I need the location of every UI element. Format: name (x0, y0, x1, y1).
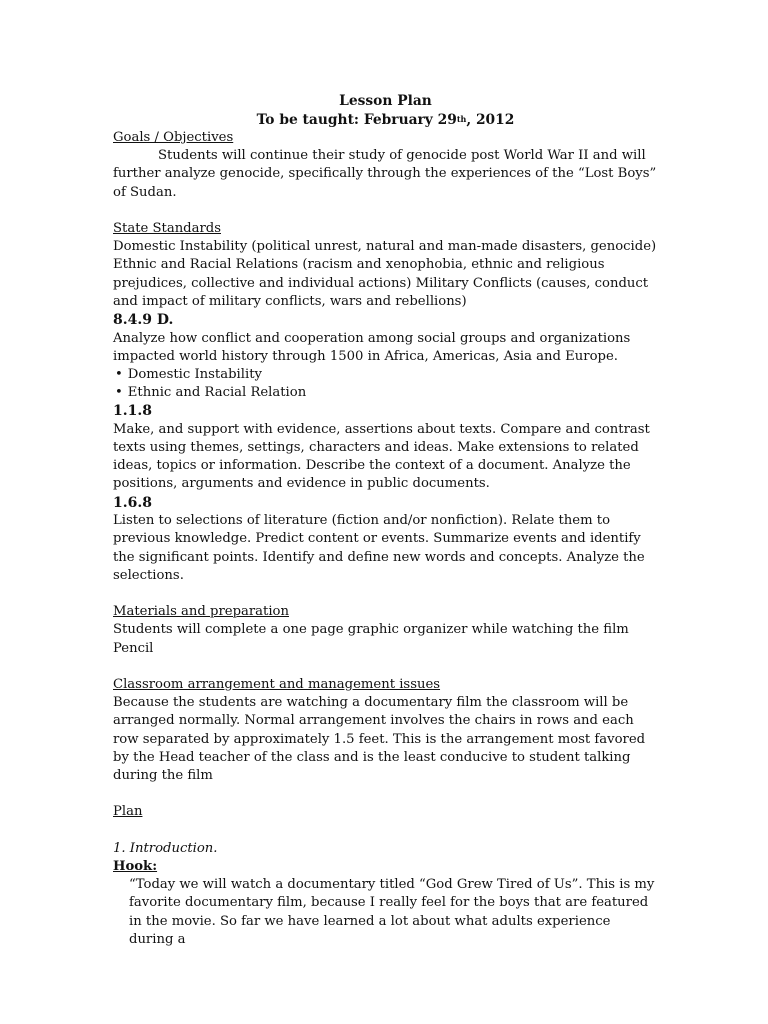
document-title: Lesson Plan (339, 93, 432, 109)
plan-introduction: 1. Introduction. (113, 840, 218, 856)
date-year: , 2012 (466, 111, 515, 128)
standard-bullet-1: • Domestic Instability (113, 366, 658, 384)
hook-label: Hook: (113, 858, 158, 874)
hook-text: “Today we will watch a documentary titled “God Grew Tired of Us”. This is my favorite documentary film, because I really feel for the boys that are featured in the movie. So far we have learned a lot about what adults experience during a (129, 877, 655, 947)
standards-heading: State Standards (113, 221, 221, 236)
standard-code-1: 8.4.9 D. (113, 312, 174, 329)
classroom-heading: Classroom arrangement and management issues (113, 676, 441, 692)
standards-intro: Domestic Instability (political unrest, natural and man-made disasters, genocide) Ethnic and Racial Relations (racism and xenophobia, ethnic and religious prejudices, collective and individual actions) Military Conflicts (causes, conduct and impact of military conflicts, wars and rebellions) (113, 239, 657, 309)
classroom-text: Because the students are watching a documentary film the classroom will be arranged normally. Normal arrangement involves the chairs in rows and each row separated by approximately 1.5 feet. This is the arrangement most favored by the Head teacher of the class and is the least conducive to student talking during the film (113, 695, 646, 783)
materials-line-1: Students will complete a one page graphic organizer while watching the film (113, 622, 629, 638)
standard-code-3: 1.6.8 (113, 494, 152, 511)
materials-line-2: Pencil (113, 640, 154, 656)
lesson-plan-body (113, 92, 658, 949)
standard-code-2: 1.1.8 (113, 403, 152, 420)
document-subtitle (113, 111, 658, 130)
standard-text-2: Make, and support with evidence, assertions about texts. Compare and contrast texts using themes, settings, characters and ideas. Make extensions to related ideas, topics or information. Describe the context of a document. Analyze the positions, arguments and evidence in public documents. (113, 421, 650, 492)
plan-heading: Plan (113, 804, 143, 820)
goals-text: Students will continue their study of genocide post World War II and will further analyze genocide, specifically through the experiences of the “Lost Boys” of Sudan. (113, 148, 657, 200)
standard-text-3: Listen to selections of literature (fiction and/or nonfiction). Relate them to previous knowledge. Predict content or events. Summarize events and identify the significant points. Identify and define new words and concepts. Analyze the selections. (113, 513, 645, 583)
standard-text-1: Analyze how conflict and cooperation among social groups and organizations impacted world history through 1500 in Africa, Americas, Asia and Europe. (113, 330, 631, 364)
goals-heading: Goals / Objectives (113, 130, 234, 145)
materials-heading: Materials and preparation (113, 604, 289, 620)
date-prefix: To be taught: February 29 (256, 111, 457, 128)
date-ordinal: th (456, 113, 467, 124)
standard-bullet-2: • Ethnic and Racial Relation (113, 384, 658, 402)
